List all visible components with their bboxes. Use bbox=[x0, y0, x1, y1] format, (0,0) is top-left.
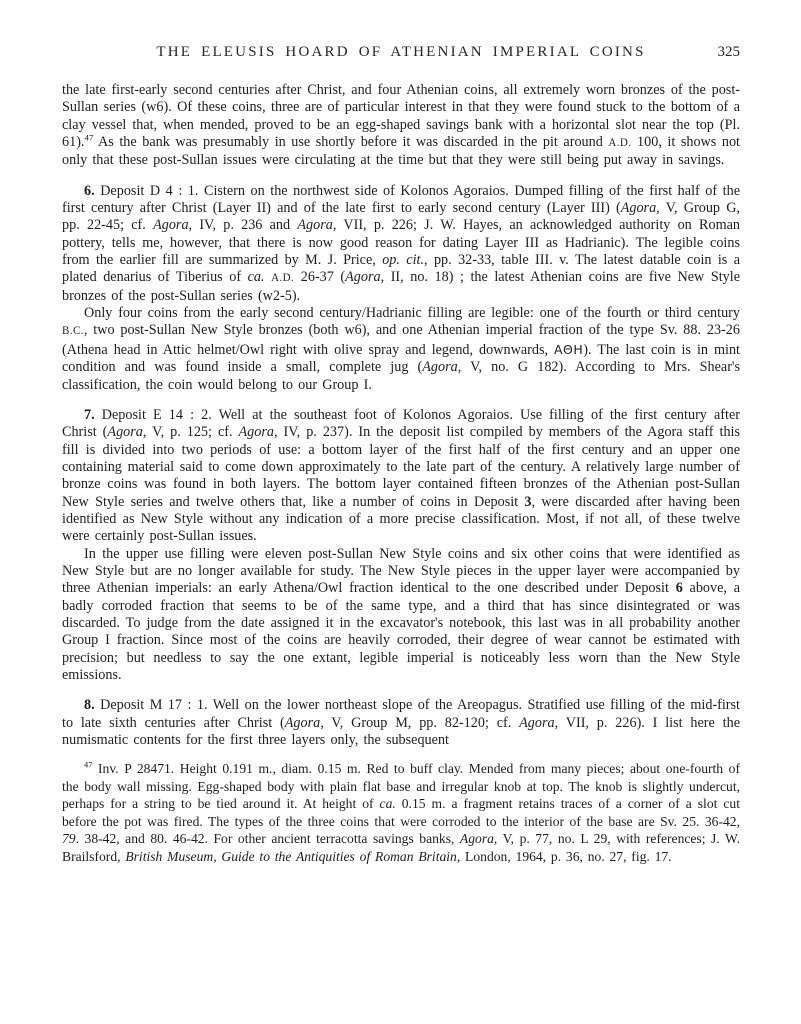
paragraph-only-four-coins: Only four coins from the early second century/Hadrianic filling are legible: one of the fourth or third century B.C., two post-Sullan New Style bronzes (both w6), and one Athenian imperial fraction of the type Sv. 88. 23-26 (Athena head in Attic helmet/Owl right with olive spray and legend, downwards, ΑΘΗ). The last coin is in mint condition and was found inside a small, complete jug (Agora, V, no. G 182). According to Mrs. Shear's classification, the coin would belong to our Group I. bbox=[62, 305, 740, 393]
paragraph-deposit-6: 6. Deposit D 4 : 1. Cistern on the northwest side of Kolonos Agoraios. Dumped filling of the first half of the first century after Christ (Layer II) and of the late first to early second century (Layer III) (Agora, V, Group G, pp. 22-45; cf. Agora, IV, p. 236 and Agora, VII, p. 226; J. W. Hayes, an acknowledged authority on Roman pottery, tells me, however, that there is now good reason for dating Layer III as Hadrianic). The legible coins from the earlier fill are summarized by M. J. Price, op. cit., pp. 32-33, table III. v. The latest datable coin is a plated denarius of Tiberius of ca. A.D. 26-37 (Agora, II, no. 18) ; the latest Athenian coins are five New Style bronzes of the post-Sullan series (w2-5). bbox=[62, 182, 741, 304]
page-body bbox=[62, 82, 740, 749]
paragraph-upper-use-filling: In the upper use filling were eleven post-Sullan New Style coins and six other coins that were identified as New Style but are no longer available for study. The New Style pieces in the upper layer were accompanied by three Athenian imperials: an early Athena/Owl fraction identical to the one described under Deposit 6 above, a badly corroded fraction that seems to be of the same type, and a third that has since disintegrated or was discarded. To judge from the date assigned it in the excavator's notebook, this last was in all probability another Group I fraction. Since most of the coins are heavily corroded, their degree of wear cannot be estimated with precision; but needless to say the one extant, legible imperial is noticeably less worn than the New Style emissions. bbox=[62, 545, 740, 683]
running-head bbox=[62, 44, 740, 64]
page-title: THE ELEUSIS HOARD OF ATHENIAN IMPERIAL COINS bbox=[156, 44, 646, 60]
footnote-47: $^{47}$ Inv. P 28471. Height 0.191 m., diam. 0.15 m. Red to buff clay. Mended from many pieces; about one-fourth of the body wall missing. Egg-shaped body with plain flat base and irregular knob at top. The knob is slightly undercut, perhaps for a string to be tied around it. At height of ca. 0.15 m. a fragment retains traces of a corner of a slot cut before the pot was fired. The types of the three coins that were corroded to the interior of the base are Sv. 25. 36-42, 79. 38-42, and 80. 46-42. For other ancient terracotta savings banks, Agora, V, p. 77, no. L 29, with references; J. W. Brailsford, British Museum, Guide to the Antiquities of Roman Britain, London, 1964, p. 36, no. 27, fig. 17. bbox=[62, 759, 740, 864]
paragraph-deposit-7: 7. Deposit E 14 : 2. Well at the southeast foot of Kolonos Agoraios. Use filling of the first century after Christ (Agora, V, p. 125; cf. Agora, IV, p. 237). In the deposit list compiled by members of the Agora staff this fill is divided into two periods of use: a bottom layer of the first half of the first century and an upper one containing material said to come down approximately to the late part of the century. A relatively large number of bronze coins was found in both layers. The bottom layer contained fifteen bronzes of the Athenian post-Sullan New Style series and twelve others that, like a number of coins in Deposit 3, were discarded after having been identified as New Style without any indication of a more precise classification. Most, if not all, of these twelve were certainly post-Sullan issues. bbox=[62, 406, 740, 545]
paragraph-continuation: the late first-early second centuries after Christ, and four Athenian coins, all extremely worn bronzes of the post-Sullan series (w6). Of these coins, three are of particular interest in that they were found stuck to the bottom of a clay vessel that, when mended, proved to be an egg-shaped savings bank with a horizontal slot near the top (Pl. 61).$^{47}$ As the bank was presumably in use shortly before it was discarded in the pit around A.D. 100, it shows not only that these post-Sullan issues were circulating at the time but that they were still being put away in savings. bbox=[62, 82, 740, 169]
paragraph-deposit-8: 8. Deposit M 17 : 1. Well on the lower northeast slope of the Areopagus. Stratified use filling of the mid-first to late sixth centuries after Christ (Agora, V, Group M, pp. 82-120; cf. Agora, VII, p. 226). I list here the numismatic contents for the first three layers only, the subsequent bbox=[62, 697, 740, 749]
page-number: 325 bbox=[717, 44, 740, 60]
text-block bbox=[62, 44, 740, 865]
page-footer bbox=[62, 760, 740, 865]
